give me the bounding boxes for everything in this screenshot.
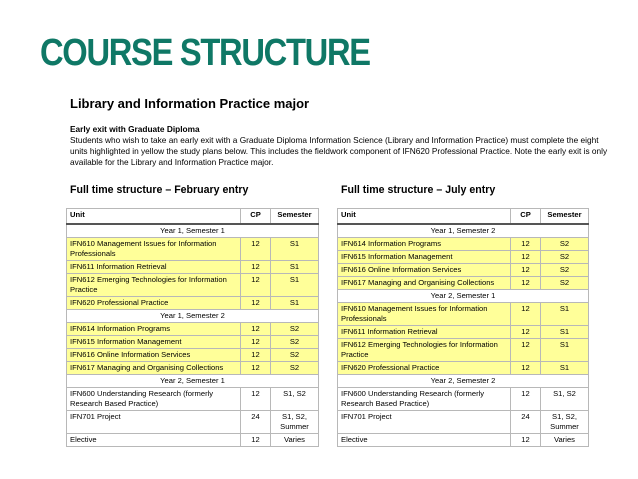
early-exit-notice xyxy=(70,124,610,168)
cp-cell: 12 xyxy=(511,326,541,339)
unit-row xyxy=(67,362,319,375)
unit-cell: IFN612 Emerging Technologies for Information Practice xyxy=(338,339,511,362)
unit-cell: IFN616 Online Information Services xyxy=(338,264,511,277)
unit-row xyxy=(338,251,589,264)
cp-cell: 12 xyxy=(511,264,541,277)
cp-cell: 12 xyxy=(241,362,271,375)
semester-cell: S1, S2, Summer xyxy=(271,411,319,434)
july-structure-table xyxy=(337,208,589,447)
unit-row xyxy=(338,388,589,411)
cp-cell: 12 xyxy=(511,277,541,290)
unit-row xyxy=(67,297,319,310)
cp-cell: 12 xyxy=(241,261,271,274)
cp-cell: 12 xyxy=(511,251,541,264)
unit-row xyxy=(338,362,589,375)
document-heading: Library and Information Practice major xyxy=(70,96,310,111)
semester-column-header: Semester xyxy=(271,209,319,225)
unit-cell: IFN610 Management Issues for Information Professionals xyxy=(67,238,241,261)
unit-cell: IFN600 Understanding Research (formerly Research Based Practice) xyxy=(67,388,241,411)
unit-cell: IFN620 Professional Practice xyxy=(67,297,241,310)
cp-cell: 24 xyxy=(241,411,271,434)
semester-label: Year 1, Semester 1 xyxy=(67,224,319,238)
unit-row xyxy=(338,326,589,339)
unit-cell: IFN617 Managing and Organising Collections xyxy=(338,277,511,290)
semester-cell: S2 xyxy=(541,277,589,290)
semester-cell: S2 xyxy=(541,251,589,264)
semester-cell: S2 xyxy=(271,323,319,336)
unit-row xyxy=(338,264,589,277)
semester-cell: S1 xyxy=(541,362,589,375)
table-header-row xyxy=(67,209,319,225)
semester-cell: S2 xyxy=(271,349,319,362)
unit-cell: IFN616 Online Information Services xyxy=(67,349,241,362)
july-structure-heading: Full time structure – July entry xyxy=(341,184,496,196)
semester-row xyxy=(338,290,589,303)
unit-cell: IFN614 Information Programs xyxy=(338,238,511,251)
february-structure-table xyxy=(66,208,319,447)
cp-cell: 24 xyxy=(511,411,541,434)
unit-row xyxy=(67,411,319,434)
unit-column-header: Unit xyxy=(67,209,241,225)
semester-cell: Varies xyxy=(541,434,589,447)
cp-cell: 12 xyxy=(241,388,271,411)
unit-row xyxy=(338,411,589,434)
unit-row xyxy=(338,238,589,251)
unit-cell: Elective xyxy=(67,434,241,447)
semester-row xyxy=(67,375,319,388)
unit-row xyxy=(67,238,319,261)
semester-cell: S1 xyxy=(271,261,319,274)
semester-cell: S1 xyxy=(271,274,319,297)
unit-cell: IFN600 Understanding Research (formerly Research Based Practice) xyxy=(338,388,511,411)
table-header-row xyxy=(338,209,589,225)
semester-row xyxy=(67,224,319,238)
cp-cell: 12 xyxy=(241,434,271,447)
semester-cell: S1 xyxy=(271,238,319,261)
unit-row xyxy=(67,388,319,411)
semester-cell: S1 xyxy=(271,297,319,310)
cp-cell: 12 xyxy=(511,434,541,447)
semester-cell: S2 xyxy=(271,362,319,375)
unit-row xyxy=(338,434,589,447)
semester-row xyxy=(338,224,589,238)
semester-cell: Varies xyxy=(271,434,319,447)
semester-row xyxy=(338,375,589,388)
unit-cell: IFN615 Information Management xyxy=(338,251,511,264)
cp-cell: 12 xyxy=(511,339,541,362)
unit-row xyxy=(67,434,319,447)
semester-label: Year 2, Semester 1 xyxy=(67,375,319,388)
semester-cell: S1, S2 xyxy=(541,388,589,411)
semester-label: Year 1, Semester 2 xyxy=(338,224,589,238)
unit-cell: IFN611 Information Retrieval xyxy=(67,261,241,274)
slide-title: COURSE STRUCTURE xyxy=(40,32,370,74)
unit-cell: IFN701 Project xyxy=(67,411,241,434)
semester-label: Year 2, Semester 2 xyxy=(338,375,589,388)
semester-column-header: Semester xyxy=(541,209,589,225)
semester-cell: S1 xyxy=(541,303,589,326)
unit-cell: IFN612 Emerging Technologies for Information Practice xyxy=(67,274,241,297)
cp-cell: 12 xyxy=(511,362,541,375)
february-structure-heading: Full time structure – February entry xyxy=(70,184,249,196)
semester-label: Year 2, Semester 1 xyxy=(338,290,589,303)
cp-column-header: CP xyxy=(511,209,541,225)
cp-column-header: CP xyxy=(241,209,271,225)
unit-cell: IFN611 Information Retrieval xyxy=(338,326,511,339)
early-exit-body: Students who wish to take an early exit with a Graduate Diploma Information Science (Library and Information Practice) must complete the eight units highlighted in yellow the study plans below. This includes the fieldwork component of IFN620 Professional Practice. Note the early exit is only available for the Library and Information Practice major. xyxy=(70,135,608,167)
semester-cell: S2 xyxy=(541,238,589,251)
unit-cell: IFN620 Professional Practice xyxy=(338,362,511,375)
semester-cell: S2 xyxy=(271,336,319,349)
unit-cell: IFN610 Management Issues for Information Professionals xyxy=(338,303,511,326)
semester-cell: S1, S2 xyxy=(271,388,319,411)
cp-cell: 12 xyxy=(241,336,271,349)
unit-row xyxy=(67,323,319,336)
unit-cell: Elective xyxy=(338,434,511,447)
unit-row xyxy=(338,303,589,326)
unit-row xyxy=(67,274,319,297)
unit-cell: IFN701 Project xyxy=(338,411,511,434)
semester-cell: S2 xyxy=(541,264,589,277)
unit-cell: IFN614 Information Programs xyxy=(67,323,241,336)
cp-cell: 12 xyxy=(511,388,541,411)
unit-column-header: Unit xyxy=(338,209,511,225)
unit-row xyxy=(338,339,589,362)
semester-cell: S1 xyxy=(541,339,589,362)
unit-cell: IFN617 Managing and Organising Collections xyxy=(67,362,241,375)
unit-cell: IFN615 Information Management xyxy=(67,336,241,349)
cp-cell: 12 xyxy=(511,303,541,326)
cp-cell: 12 xyxy=(241,349,271,362)
unit-row xyxy=(338,277,589,290)
early-exit-subheading: Early exit with Graduate Diploma xyxy=(70,124,200,134)
unit-row xyxy=(67,261,319,274)
semester-cell: S1, S2, Summer xyxy=(541,411,589,434)
unit-row xyxy=(67,349,319,362)
semester-cell: S1 xyxy=(541,326,589,339)
cp-cell: 12 xyxy=(511,238,541,251)
semester-row xyxy=(67,310,319,323)
cp-cell: 12 xyxy=(241,274,271,297)
cp-cell: 12 xyxy=(241,238,271,261)
unit-row xyxy=(67,336,319,349)
semester-label: Year 1, Semester 2 xyxy=(67,310,319,323)
cp-cell: 12 xyxy=(241,323,271,336)
cp-cell: 12 xyxy=(241,297,271,310)
